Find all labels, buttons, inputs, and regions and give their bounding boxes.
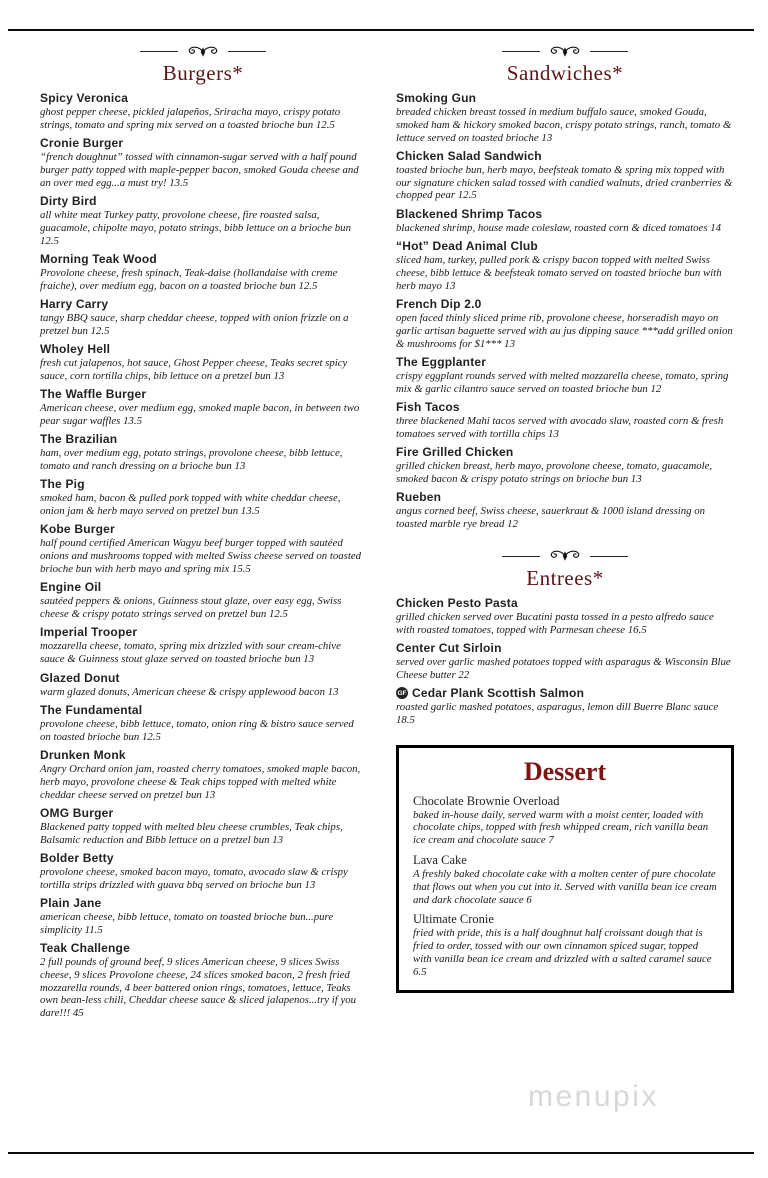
item-name: Rueben bbox=[396, 490, 442, 505]
item-description: 2 full pounds of ground beef, 9 slices American cheese, 9 slices Swiss cheese, 9 slices Provolone cheese, 24 slices smoked bacon, 2 fresh fried mozzarella rounds, 4 beer battered onion rings, tomatoes, lettuce, Teaks own bean-less chili, Cheddar cheese sauce & sliced jalapenos...try if you dare!!! 45 bbox=[40, 956, 357, 1020]
item-name: OMG Burger bbox=[40, 805, 114, 820]
item-name: Imperial Trooper bbox=[40, 625, 138, 640]
item-name: Chicken Salad Sandwich bbox=[396, 148, 542, 163]
item-name-row bbox=[40, 942, 366, 955]
menu-item-center-cut-sirloin bbox=[396, 642, 734, 682]
item-description: warm glazed donuts, American cheese & crispy applewood bacon 13 bbox=[40, 685, 339, 698]
menu-item-cedar-plank-scottish-salmon bbox=[396, 687, 734, 727]
item-name-row bbox=[40, 852, 366, 865]
menu-columns bbox=[40, 44, 734, 1020]
section-title-sandwiches: Sandwiches* bbox=[506, 61, 624, 85]
item-description: three blackened Mahi tacos served with avocado slaw, roasted corn & fresh tomatoes served with tortilla chips 13 bbox=[396, 414, 724, 440]
menu-item-lava-cake bbox=[413, 854, 717, 906]
item-description: toasted brioche bun, herb mayo, beefsteak tomato & spring mix topped with our signature chicken salad tossed with candied walnuts, dried cranberries & chopped pear 12.5 bbox=[396, 163, 733, 202]
item-name-row bbox=[40, 298, 366, 311]
item-name-row bbox=[40, 523, 366, 536]
menu-item-chocolate-brownie-overload bbox=[413, 795, 717, 847]
item-description: Angry Orchard onion jam, roasted cherry tomatoes, smoked maple bacon, herb mayo, provolone cheese & Teak chips topped with melted white cheddar cheese served on pretzel bun 13 bbox=[40, 762, 361, 801]
item-name: Drunken Monk bbox=[40, 747, 126, 762]
menu-item-wholey-hell bbox=[40, 343, 366, 383]
section-title-entrees: Entrees* bbox=[526, 565, 604, 590]
item-name: Fire Grilled Chicken bbox=[396, 445, 514, 460]
left-column bbox=[40, 44, 366, 1020]
section-sandwiches bbox=[396, 44, 734, 531]
item-name-row bbox=[40, 672, 366, 685]
menu-item-plain-jane bbox=[40, 897, 366, 937]
top-rule bbox=[8, 29, 754, 31]
item-name: The Fundamental bbox=[40, 702, 143, 717]
section-divider bbox=[40, 44, 366, 59]
watermark: menupix bbox=[528, 1080, 659, 1113]
menu-item-morning-teak-wood bbox=[40, 253, 366, 293]
menu-item-teak-challenge bbox=[40, 942, 366, 1020]
menu-item-cronie-burger bbox=[40, 137, 366, 189]
gluten-free-icon: GF bbox=[396, 687, 408, 699]
item-name: Spicy Veronica bbox=[40, 91, 129, 105]
item-description: breaded chicken breast tossed in medium buffalo sauce, smoked Gouda, smoked ham & hickory smoked bacon, crispy potato strings, ranch, tomato & lettuce served on toasted brioche 13 bbox=[396, 106, 732, 144]
item-name-row bbox=[396, 356, 734, 369]
menu-item-drunken-monk bbox=[40, 749, 366, 801]
item-name: French Dip 2.0 bbox=[396, 296, 482, 311]
menu-item-harry-carry bbox=[40, 298, 366, 338]
section-title-burgers: Burgers* bbox=[162, 61, 244, 85]
item-description: roasted garlic mashed potatoes, asparagus, lemon dill Buerre Blanc sauce 18.5 bbox=[396, 700, 719, 726]
item-name-row bbox=[40, 749, 366, 762]
menu-item-chicken-salad-sandwich bbox=[396, 150, 734, 202]
item-name: Teak Challenge bbox=[40, 941, 130, 956]
menu-item-the-pig bbox=[40, 478, 366, 518]
item-description: sautéed peppers & onions, Guinness stout glaze, over easy egg, Swiss cheese & crispy potato strings served on pretzel bun 12.5 bbox=[40, 595, 342, 621]
item-name-row bbox=[396, 597, 734, 610]
item-description: served over garlic mashed potatoes topped with asparagus & Wisconsin Blue Cheese butter 22 bbox=[396, 655, 731, 681]
menu-item-dirty-bird bbox=[40, 195, 366, 247]
menu-item-french-dip-2-0 bbox=[396, 298, 734, 350]
menu-item-engine-oil bbox=[40, 581, 366, 621]
item-name: Chicken Pesto Pasta bbox=[396, 595, 518, 610]
item-name-row bbox=[396, 240, 734, 253]
item-description: ghost pepper cheese, pickled jalapeños, Sriracha mayo, crispy potato strings, tomato and spring mix served on a toasted brioche bun 12.5 bbox=[40, 106, 341, 131]
divider-ornament-icon bbox=[183, 45, 223, 59]
item-name: Dirty Bird bbox=[40, 193, 97, 208]
menu-item-hot-dead-animal-club bbox=[396, 240, 734, 292]
item-description: open faced thinly sliced prime rib, provolone cheese, horseradish mayo on garlic artisan baguette served with au jus dipping sauce ***add grilled onion & mushrooms for $1*** 13 bbox=[396, 311, 733, 350]
item-name-row bbox=[396, 642, 734, 655]
item-name-row bbox=[40, 478, 366, 491]
item-description: fried with pride, this is a half doughnut half croissant dough that is fried to order, tossed with our own cinnamon spiced sugar, topped with vanilla bean ice cream and drizzled with a salted caramel sauce 6.5 bbox=[413, 927, 712, 978]
item-name-row bbox=[40, 704, 366, 717]
menu-item-imperial-trooper bbox=[40, 626, 366, 666]
menu-item-rueben bbox=[396, 491, 734, 531]
item-description: Blackened patty topped with melted bleu cheese crumbles, Teak chips, Balsamic reduction and Bibb lettuce on a pretzel bun 13 bbox=[40, 820, 343, 846]
menu-item-omg-burger bbox=[40, 807, 366, 847]
item-name: Morning Teak Wood bbox=[40, 251, 157, 266]
item-description: tangy BBQ sauce, sharp cheddar cheese, topped with onion frizzle on a pretzel bun 12.5 bbox=[40, 311, 349, 337]
section-dessert bbox=[396, 745, 734, 994]
item-name-row bbox=[413, 854, 717, 867]
item-name: Blackened Shrimp Tacos bbox=[396, 206, 543, 221]
section-title-dessert: Dessert bbox=[523, 756, 607, 786]
item-name-row bbox=[396, 687, 734, 700]
section-divider bbox=[396, 44, 734, 59]
menu-item-bolder-betty bbox=[40, 852, 366, 892]
menu-item-spicy-veronica bbox=[40, 92, 366, 132]
item-name: Glazed Donut bbox=[40, 670, 120, 685]
item-name-row bbox=[396, 298, 734, 311]
item-description: half pound certified American Wagyu beef burger topped with sautéed onions and mushrooms topped with melted Swiss cheese served on toasted brioche bun with herb mayo and spring mix 15.5 bbox=[40, 537, 362, 576]
item-name: Ultimate Cronie bbox=[413, 912, 494, 927]
item-name-row bbox=[40, 581, 366, 594]
item-name-row bbox=[396, 491, 734, 504]
item-name: Harry Carry bbox=[40, 296, 109, 311]
menu-item-the-brazilian bbox=[40, 433, 366, 473]
item-name: Lava Cake bbox=[413, 852, 467, 867]
item-description: A freshly baked chocolate cake with a molten center of pure chocolate that flows out when you cut into it. Served with vanilla bean ice cream and dark chocolate sauce 6 bbox=[413, 867, 717, 906]
item-description: provolone cheese, bibb lettuce, tomato, onion ring & bistro sauce served on toasted brioche bun 12.5 bbox=[40, 717, 354, 743]
item-name: Engine Oil bbox=[40, 580, 102, 595]
item-description: fresh cut jalapenos, hot sauce, Ghost Pepper cheese, Teaks secret spicy sauce, corn tortilla chips, bib lettuce on a pretzel bun 13 bbox=[40, 357, 348, 382]
item-description: baked in-house daily, served warm with a moist center, loaded with chocolate chips, topped with fresh whipped cream, rich vanilla bean ice cream and chocolate sauce 7 bbox=[413, 808, 709, 847]
section-burgers bbox=[40, 44, 366, 1020]
divider-ornament-icon bbox=[545, 549, 585, 563]
menu-item-smoking-gun bbox=[396, 92, 734, 144]
item-description: blackened shrimp, house made coleslaw, roasted corn & diced tomatoes 14 bbox=[396, 221, 722, 234]
item-name-row bbox=[396, 150, 734, 163]
menu-item-ultimate-cronie bbox=[413, 913, 717, 978]
item-name: Chocolate Brownie Overload bbox=[413, 793, 560, 808]
item-description: grilled chicken breast, herb mayo, provolone cheese, tomato, guacamole, smoked bacon & crispy potato strings on brioche bun 13 bbox=[396, 460, 713, 485]
item-name-row bbox=[40, 253, 366, 266]
section-divider bbox=[396, 549, 734, 564]
item-description: american cheese, bibb lettuce, tomato on toasted brioche bun...pure simplicity 11.5 bbox=[40, 910, 334, 936]
section-entrees bbox=[396, 549, 734, 727]
item-name-row bbox=[40, 807, 366, 820]
item-name-row bbox=[40, 195, 366, 208]
item-name: Wholey Hell bbox=[40, 342, 111, 357]
item-name-row bbox=[413, 795, 717, 808]
item-description: crispy eggplant rounds served with melted mozzarella cheese, tomato, spring mix & garlic cilantro sauce served on toasted brioche bun 12 bbox=[396, 369, 729, 395]
item-name: Center Cut Sirloin bbox=[396, 640, 502, 655]
item-name-row bbox=[40, 92, 366, 105]
menu-item-the-fundamental bbox=[40, 704, 366, 744]
item-name: Plain Jane bbox=[40, 895, 102, 910]
item-name-row bbox=[413, 913, 717, 926]
item-description: grilled chicken served over Bucatini pasta tossed in a pesto alfredo sauce with roasted tomatoes, topped with Parmesan cheese 16.5 bbox=[396, 610, 714, 636]
item-description: smoked ham, bacon & pulled pork topped with white cheddar cheese, onion jam & herb mayo served on pretzel bun 13.5 bbox=[40, 492, 341, 518]
right-column bbox=[396, 44, 734, 993]
item-description: angus corned beef, Swiss cheese, sauerkraut & 1000 island dressing on toasted marble rye bread 12 bbox=[396, 505, 706, 530]
item-description: sliced ham, turkey, pulled pork & crispy bacon topped with melted Swiss cheese, bibb lettuce & beefsteak tomato served on toasted brioche bun with herb mayo 13 bbox=[396, 254, 722, 292]
item-name: The Eggplanter bbox=[396, 354, 487, 369]
item-name-row bbox=[40, 137, 366, 150]
item-description: mozzarella cheese, tomato, spring mix drizzled with sour cream-chive sauce & Guinness stout glaze served on toasted brioche bun 13 bbox=[40, 640, 341, 666]
item-name-row bbox=[40, 626, 366, 639]
menu-item-blackened-shrimp-tacos bbox=[396, 208, 734, 235]
item-name: The Waffle Burger bbox=[40, 387, 147, 402]
item-name: Smoking Gun bbox=[396, 91, 477, 105]
item-name: Bolder Betty bbox=[40, 850, 114, 865]
menu-item-fire-grilled-chicken bbox=[396, 446, 734, 486]
bottom-rule bbox=[8, 1152, 754, 1154]
item-description: ham, over medium egg, potato strings, provolone cheese, bibb lettuce, tomato and ranch dressing on a brioche bun 13 bbox=[40, 447, 343, 473]
item-name: “Hot” Dead Animal Club bbox=[396, 239, 538, 254]
item-name-row bbox=[40, 433, 366, 446]
item-name-row bbox=[396, 446, 734, 459]
item-name: The Brazilian bbox=[40, 432, 118, 447]
item-name: Cedar Plank Scottish Salmon bbox=[412, 685, 585, 700]
item-name-row bbox=[396, 401, 734, 414]
menu-item-glazed-donut bbox=[40, 672, 366, 699]
item-name-row bbox=[40, 897, 366, 910]
item-description: American cheese, over medium egg, smoked maple bacon, in between two pear sugar waffles 13.5 bbox=[40, 402, 360, 427]
item-description: all white meat Turkey patty, provolone cheese, fire roasted salsa, guacamole, chipolte mayo, potato strings, bibb lettuce on a brioche bun 12.5 bbox=[40, 208, 351, 247]
divider-ornament-icon bbox=[545, 45, 585, 59]
item-description: “french doughnut” tossed with cinnamon-sugar served with a half pound burger patty topped with maple-pepper bacon, smoked Gouda cheese and an over med egg...a must try! 13.5 bbox=[40, 151, 359, 189]
item-description: Provolone cheese, fresh spinach, Teak-daise (hollandaise with creme fraiche), over medium egg, bacon on a toasted brioche bun 12.5 bbox=[40, 266, 338, 292]
item-name-row bbox=[396, 208, 734, 221]
menu-item-the-waffle-burger bbox=[40, 388, 366, 428]
menu-item-fish-tacos bbox=[396, 401, 734, 441]
item-name-row bbox=[40, 343, 366, 356]
menu-item-the-eggplanter bbox=[396, 356, 734, 396]
item-name-row bbox=[396, 92, 734, 105]
menu-item-chicken-pesto-pasta bbox=[396, 597, 734, 637]
item-name: Kobe Burger bbox=[40, 522, 115, 537]
item-name: Fish Tacos bbox=[396, 399, 460, 414]
menu-item-kobe-burger bbox=[40, 523, 366, 575]
item-name: Cronie Burger bbox=[40, 136, 124, 151]
item-description: provolone cheese, smoked bacon mayo, tomato, avocado slaw & crispy tortilla strips drizzled with guava bbq served on brioche bun 13 bbox=[40, 865, 348, 891]
item-name: The Pig bbox=[40, 477, 85, 492]
item-name-row bbox=[40, 388, 366, 401]
